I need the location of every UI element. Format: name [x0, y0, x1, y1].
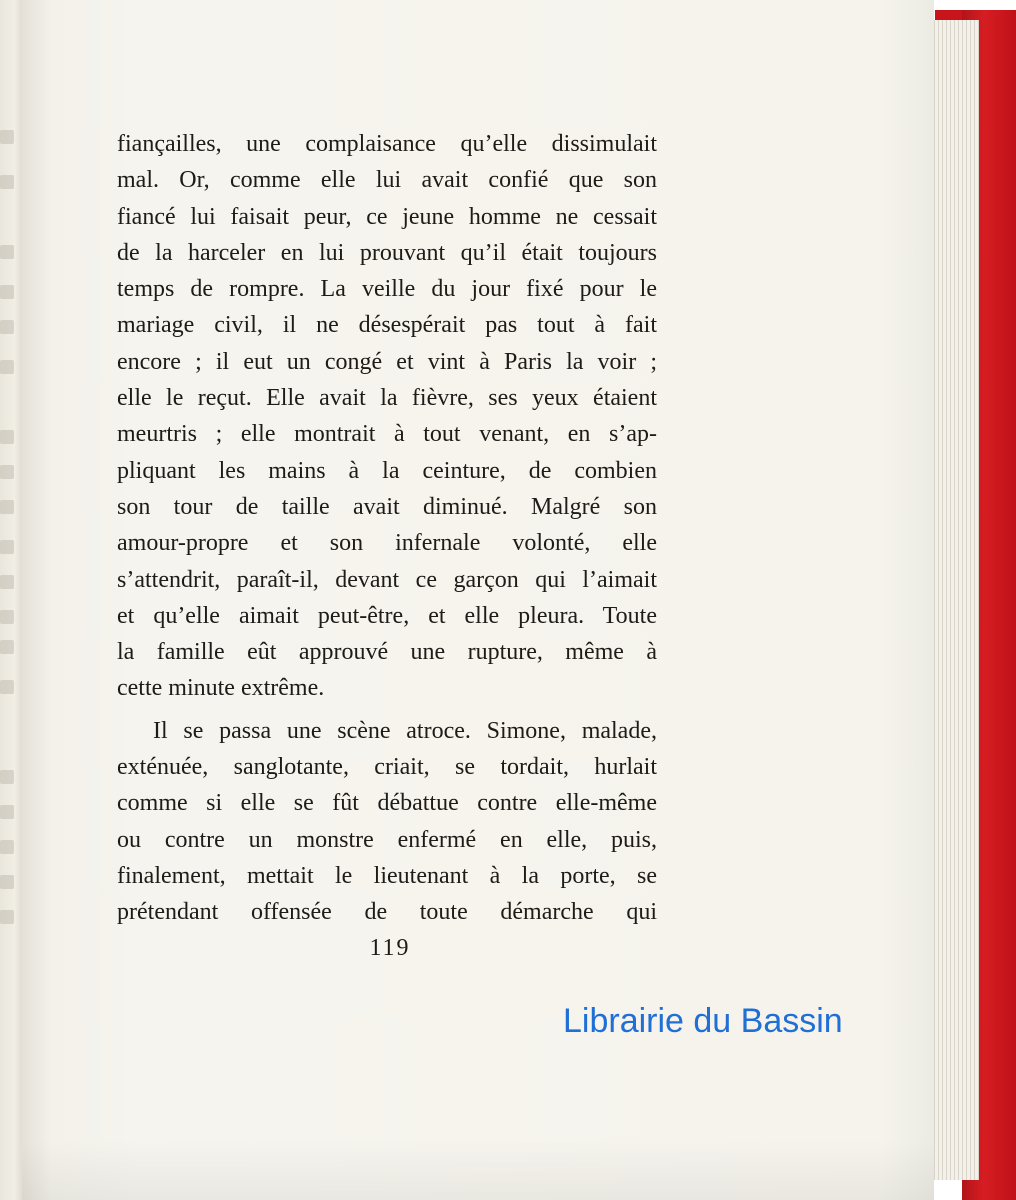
page-stack-edges [930, 20, 979, 1180]
text-line: pliquant les mains à la ceinture, de combien [117, 457, 657, 484]
ghost-text-mark [0, 910, 14, 924]
text-line: son tour de taille avait diminué. Malgré son [117, 493, 657, 520]
ghost-text-mark [0, 680, 14, 694]
facing-page-edge [0, 0, 24, 1200]
text-line: exténuée, sanglotante, criait, se tordait, hurlait [117, 754, 657, 781]
ghost-text-mark [0, 130, 14, 144]
ghost-text-mark [0, 805, 14, 819]
text-line: fiancé lui faisait peur, ce jeune homme ne cessait [117, 203, 657, 230]
ghost-text-mark [0, 610, 14, 624]
ghost-text-mark [0, 430, 14, 444]
ghost-text-mark [0, 500, 14, 514]
text-line: temps de rompre. La veille du jour fixé pour le [117, 276, 657, 303]
text-line: elle le reçut. Elle avait la fièvre, ses yeux étaient [117, 385, 657, 412]
ghost-text-mark [0, 540, 14, 554]
body-text [117, 126, 657, 931]
text-line: amour-propre et son infernale volonté, elle [117, 530, 657, 557]
text-line: meurtris ; elle montrait à tout venant, en s’ap- [117, 421, 657, 448]
text-line: mariage civil, il ne désespérait pas tout à fait [117, 312, 657, 339]
ghost-text-mark [0, 320, 14, 334]
ghost-text-mark [0, 245, 14, 259]
ghost-text-mark [0, 465, 14, 479]
text-line: encore ; il eut un congé et vint à Paris la voir ; [117, 348, 657, 375]
text-line: s’attendrit, paraît-il, devant ce garçon qui l’aimait [117, 566, 657, 593]
ghost-text-mark [0, 360, 14, 374]
text-line: mal. Or, comme elle lui avait confié que son [117, 167, 657, 194]
text-line: cette minute extrême. [117, 675, 325, 702]
ghost-text-mark [0, 285, 14, 299]
page-shadow [22, 1140, 934, 1200]
page-number: 119 [369, 935, 411, 961]
text-line: fiançailles, une complaisance qu’elle dissimulait [117, 131, 657, 157]
text-line: ou contre un monstre enfermé en elle, puis, [117, 826, 657, 853]
ghost-text-mark [0, 840, 14, 854]
ghost-text-mark [0, 875, 14, 889]
text-line: prétendant offensée de toute démarche qui [117, 899, 657, 926]
watermark: Librairie du Bassin [563, 1002, 843, 1040]
text-line: de la harceler en lui prouvant qu’il était toujours [117, 239, 657, 266]
ghost-text-mark [0, 770, 14, 784]
text-line: finalement, mettait le lieutenant à la porte, se [117, 862, 657, 889]
ghost-text-mark [0, 175, 14, 189]
text-line: la famille eût approuvé une rupture, même à [117, 639, 657, 666]
text-line: et qu’elle aimait peut-être, et elle pleura. Toute [117, 602, 657, 629]
ghost-text-mark [0, 575, 14, 589]
text-line: Il se passa une scène atroce. Simone, malade, [153, 717, 657, 744]
text-line: comme si elle se fût débattue contre elle-même [117, 790, 657, 817]
ghost-text-mark [0, 640, 14, 654]
